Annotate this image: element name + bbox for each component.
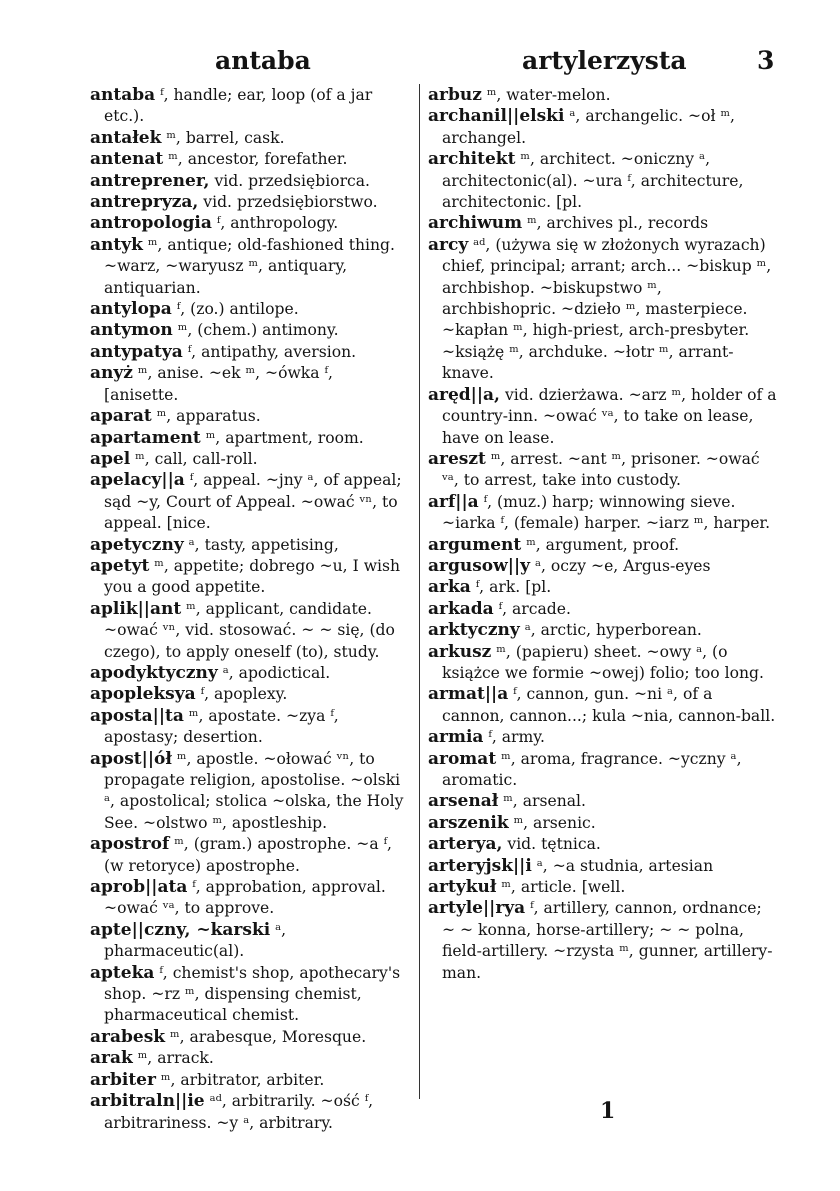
dictionary-entry [428,620,778,641]
dictionary-entry [90,1070,412,1091]
dictionary-entry [428,642,778,685]
entry-headword: apteka [90,962,155,983]
entry-headword: arf||a [428,491,479,512]
entry-headword: artykuł [428,877,497,898]
entry-definition: ᶠ, anthropology. [211,214,339,233]
entry-definition: vid. tętnica. [502,835,601,854]
dictionary-entry [428,877,778,898]
entry-definition: ᵐ, antique; old-fashioned thing. ~warz, ~waryusz ᵐ, antiquary, antiquarian. [104,235,395,297]
entry-definition: ᵐ, arbitrator, arbiter. [155,1070,325,1089]
entry-definition: ᶠ, cannon, gun. ~ni ᵃ, of a cannon, cannon...; kula ~nia, cannon-ball. [442,685,776,725]
entry-headword: arabesk [90,1026,166,1047]
dictionary-entry [90,449,412,470]
dictionary-entry [90,1048,412,1069]
entry-definition: ᵐ, appetite; dobrego ~u, I wish you a good appetite. [104,556,401,597]
entry-definition: ᵃ, oczy ~e, Argus-eyes [530,556,711,575]
entry-definition: ᶠ, appeal. ~jny ᵃ, of appeal; sąd ~y, Court of Appeal. ~ować ᵛⁿ, to appeal. [nice. [104,471,402,533]
entry-headword: armia [428,727,484,748]
entry-definition: ᵐ, barrel, cask. [161,128,285,147]
entry-definition: ᵃ, archangelic. ~oł ᵐ, archangel. [442,107,736,147]
dictionary-entry [428,813,778,834]
entry-definition: vid. przedsiębiorstwo. [198,193,378,212]
dictionary-entry [90,684,412,705]
dictionary-entry [90,834,412,877]
dictionary-entry [428,106,778,149]
dictionary-entry [90,535,412,556]
entry-definition: vid. przedsiębiorca. [209,171,371,190]
dictionary-entry [90,470,412,534]
dictionary-entry [90,363,412,406]
dictionary-entry [90,149,412,170]
right-column [428,85,778,984]
entry-definition: ᵐ, archives pl., records [522,214,709,233]
entry-headword: architekt [428,149,516,170]
entry-headword: antymon [90,320,173,341]
dictionary-entry [90,342,412,363]
entry-headword: antyk [90,234,143,255]
dictionary-entry [90,706,412,749]
entry-headword: aręd||a, [428,384,500,405]
entry-headword: antropologia [90,213,212,234]
entry-headword: antałek [90,127,162,148]
entry-headword: antenat [90,149,164,170]
dictionary-entry [428,684,778,727]
dictionary-entry [428,385,778,449]
entry-definition: ᵐ, ancestor, forefather. [163,150,348,169]
dictionary-entry [428,898,778,984]
dictionary-entry [428,149,778,213]
entry-headword: arak [90,1048,133,1069]
dictionary-entry [428,449,778,492]
entry-headword: arkusz [428,641,492,662]
entry-definition: ᵐ, argument, proof. [521,535,680,554]
dictionary-entry [428,535,778,556]
entry-definition: ᵐ, arabesque, Moresque. [165,1027,367,1046]
dictionary-entry [428,577,778,598]
entry-definition: vid. dzierżawa. ~arz ᵐ, holder of a country-inn. ~ować ᵛᵃ, to take on lease, have on lease. [442,385,777,447]
dictionary-entry [90,556,412,599]
entry-headword: apelacy||a [90,470,185,491]
entry-definition: ᶠ, chemist's shop, apothecary's shop. ~rz ᵐ, dispensing chemist, pharmaceutical chemist. [104,963,401,1025]
entry-headword: apopleksya [90,684,196,705]
entry-headword: apartament [90,427,201,448]
page-number: 3 [757,46,775,75]
entry-definition: ᵃ, tasty, appetising, [183,535,339,554]
entry-headword: aposta||ta [90,705,184,726]
entry-headword: artyle||rya [428,898,526,919]
entry-definition: ᶠ, ark. [pl. [470,578,552,597]
entry-definition: ᶠ, arcade. [493,599,571,618]
entry-definition: ᵐ, (papieru) sheet. ~owy ᵃ, (o książce we formie ~owej) folio; too long. [442,642,764,682]
dictionary-entry [90,920,412,963]
entry-headword: aprob||ata [90,877,188,898]
entry-definition: ᶠ, army. [483,728,545,747]
entry-headword: archiwum [428,213,523,234]
entry-definition: ᵃ, apodictical. [217,663,331,682]
dictionary-entry [428,213,778,234]
dictionary-entry [428,749,778,792]
dictionary-entry [428,834,778,855]
entry-definition: ᵃ, pharmaceutic(al). [104,920,287,961]
entry-definition: ᶠ, (zo.) antilope. [171,300,299,319]
entry-definition: ᵐ, article. [well. [496,878,626,897]
dictionary-entry [428,599,778,620]
entry-headword: arbuz [428,85,482,105]
entry-headword: apte||czny, ~karski [90,919,271,940]
entry-definition: ᵐ, arrack. [132,1049,214,1068]
dictionary-entry [90,406,412,427]
entry-headword: apetyczny [90,534,184,555]
entry-definition: ᵐ, apostate. ~zya ᶠ, apostasy; desertion. [104,706,339,747]
guide-word-right: artylerzysta [522,46,687,75]
dictionary-entry [90,1027,412,1048]
entry-headword: arteryjsk||i [428,855,532,876]
left-column [90,85,412,1134]
guide-word-left: antaba [215,46,311,75]
entry-definition: ᵐ, water-melon. [481,86,611,104]
entry-headword: arsenał [428,791,499,812]
entry-definition: ᵐ, call, call-roll. [130,449,258,468]
entry-headword: apodyktyczny [90,662,218,683]
entry-definition: ᵐ, (chem.) antimony. [172,321,339,340]
entry-definition: ᵃ, ~a studnia, artesian [531,856,714,875]
column-divider [419,84,420,1099]
entry-headword: arbiter [90,1069,156,1090]
signature-mark: 1 [600,1098,616,1124]
entry-definition: ᵐ, applicant, candidate. ~ować ᵛⁿ, vid. stosować. ~ ~ się, (do czego), to apply oneself (to), study. [104,599,395,661]
entry-definition: ᵐ, anise. ~ek ᵐ, ~ówka ᶠ, [anisette. [104,364,333,404]
entry-definition: ᵐ, arsenic. [508,813,596,832]
entry-definition: ᵐ, apparatus. [151,407,261,426]
entry-headword: arszenik [428,812,509,833]
entry-headword: antaba [90,85,156,105]
dictionary-entry [90,299,412,320]
entry-headword: apost||ół [90,748,172,769]
entry-definition: ᶠ, artillery, cannon, ordnance; ~ ~ konna, horse-artillery; ~ ~ polna, field-artillery. ~rzysta ᵐ, gunner, artillery-man. [442,899,773,982]
entry-definition: ᵐ, apartment, room. [200,428,364,447]
page-header [0,40,840,80]
dictionary-entry [428,791,778,812]
entry-headword: apetyt [90,555,150,576]
entry-headword: aparat [90,406,152,427]
dictionary-entry [428,556,778,577]
dictionary-entry [90,1091,412,1134]
entry-definition: ᶠ, antipathy, aversion. [182,342,357,361]
entry-definition: ᵃᵈ, (używa się w złożonych wyrazach) chief, principal; arrant; arch... ~biskup ᵐ, archbishop. ~biskupstwo ᵐ, archbishopric. ~dzieło ᵐ, masterpiece. ~kapłan ᵐ, high-priest, arch-presbyter. ~książę ᵐ, archduke. ~łotr ᵐ, arrant-knave. [442,235,772,383]
dictionary-entry [90,235,412,299]
entry-definition: ᵐ, arrest. ~ant ᵐ, prisoner. ~ować ᵛᵃ, to arrest, take into custody. [442,449,760,490]
dictionary-entry [428,856,778,877]
entry-definition: ᶠ, handle; ear, loop (of a jar etc.). [104,86,373,126]
dictionary-entry [90,599,412,663]
entry-definition: ᵐ, aroma, fragrance. ~yczny ᵃ, aromatic. [442,749,742,789]
entry-headword: argusow||y [428,555,531,576]
entry-definition: ᵐ, architect. ~oniczny ᵃ, architectonic(al). ~ura ᶠ, architecture, architectonic. [pl. [442,150,744,212]
dictionary-entry [90,877,412,920]
entry-headword: apostrof [90,834,170,855]
dictionary-entry [90,128,412,149]
entry-headword: areszt [428,448,486,469]
dictionary-entry [90,428,412,449]
dictionary-entry [428,235,778,385]
entry-headword: antylopa [90,299,172,320]
entry-headword: arterya, [428,834,503,855]
entry-headword: arbitraln||ie [90,1091,205,1112]
dictionary-entry [90,213,412,234]
dictionary-entry [90,963,412,1027]
dictionary-entry [428,492,778,535]
entry-definition: ᶠ, approbation, approval. ~ować ᵛᵃ, to approve. [104,878,386,918]
dictionary-entry [90,171,412,192]
entry-definition: ᵐ, apostle. ~ołować ᵛⁿ, to propagate religion, apostolise. ~olski ᵃ, apostolical; stolica ~olska, the Holy See. ~olstwo ᵐ, apostleship. [104,749,404,832]
entry-headword: aplik||ant [90,598,182,619]
entry-headword: antypatya [90,341,183,362]
entry-headword: arktyczny [428,620,520,641]
dictionary-entry [428,727,778,748]
dictionary-entry [90,320,412,341]
entry-definition: ᵐ, arsenal. [498,792,586,811]
dictionary-entry [428,85,778,106]
entry-headword: antreprener, [90,170,210,191]
entry-definition: ᵃᵈ, arbitrarily. ~ość ᶠ, arbitrariness. ~y ᵃ, arbitrary. [104,1092,374,1132]
dictionary-entry [90,663,412,684]
entry-headword: argument [428,534,522,555]
entry-definition: ᶠ, apoplexy. [195,685,288,704]
entry-definition: ᶠ, (muz.) harp; winnowing sieve. ~iarka ᶠ, (female) harper. ~iarz ᵐ, harper. [442,492,771,533]
entry-headword: arcy [428,234,469,255]
entry-headword: antrepryza, [90,192,199,213]
entry-headword: arka [428,577,471,598]
entry-headword: archanil||elski [428,106,565,127]
entry-headword: aromat [428,748,497,769]
entry-definition: ᵃ, arctic, hyperborean. [519,621,702,640]
entry-definition: ᵐ, (gram.) apostrophe. ~a ᶠ, (w retoryce) apostrophe. [104,835,392,875]
entry-headword: apel [90,448,131,469]
dictionary-entry [90,749,412,835]
dictionary-entry [90,85,412,128]
entry-headword: arkada [428,598,494,619]
dictionary-entry [90,192,412,213]
entry-headword: anyż [90,363,133,384]
entry-headword: armat||a [428,684,509,705]
